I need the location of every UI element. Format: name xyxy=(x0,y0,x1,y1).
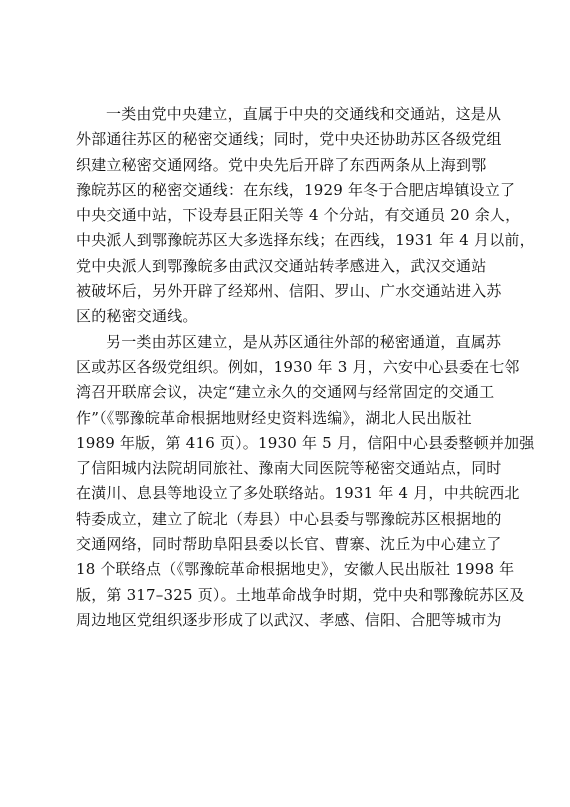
text-line: 湾召开联席会议，决定“建立永久的交通网与经常固定的交通工 xyxy=(76,383,495,402)
text-line: 在潢川、息县等地设立了多处联络站。1931 年 4 月，中共皖西北 xyxy=(76,484,520,503)
text-line: 中央派人到鄂豫皖苏区大多选择东线；在西线，1931 年 4 月以前， xyxy=(76,231,535,250)
text-line: 豫皖苏区的秘密交通线：在东线，1929 年冬于合肥店埠镇设立了 xyxy=(76,180,516,199)
text-line: 区或苏区各级党组织。例如，1930 年 3 月，六安中心县委在七邻 xyxy=(76,357,520,376)
text-line: 1989 年版，第 416 页）。1930 年 5 月，信阳中心县委整顿并加强 xyxy=(76,433,535,452)
paragraph-1 xyxy=(76,102,535,330)
text-line: 一类由党中央建立，直属于中央的交通线和交通站，这是从 xyxy=(106,105,502,123)
text-line: 特委成立，建立了皖北（寿县）中心县委与鄂豫皖苏区根据地的 xyxy=(76,509,502,528)
text-line: 中央交通中站，下设寿县正阳关等 4 个分站，有交通员 20 余人， xyxy=(76,206,521,225)
text-line: 党中央派人到鄂豫皖多由武汉交通站转孝感进入，武汉交通站 xyxy=(76,256,487,275)
text-line: 了信阳城内法院胡同旅社、豫南大同医院等秘密交通站点，同时 xyxy=(76,459,502,478)
body-text xyxy=(76,102,535,633)
text-line: 织建立秘密交通网络。党中央先后开辟了东西两条从上海到鄂 xyxy=(76,155,487,174)
text-line: 18 个联络点（《鄂豫皖革命根据地史》，安徽人民出版社 1998 年 xyxy=(76,560,515,579)
text-line: 区的秘密交通线。 xyxy=(76,307,198,326)
text-line: 外部通往苏区的秘密交通线；同时，党中央还协助苏区各级党组 xyxy=(76,130,502,149)
text-line: 版，第 317–325 页）。土地革命战争时期，党中央和鄂豫皖苏区及 xyxy=(76,585,525,604)
paragraph-2 xyxy=(76,330,535,634)
text-line: 交通网络，同时帮助阜阳县委以长官、曹寨、沈丘为中心建立了 xyxy=(76,535,502,554)
text-line: 作”（《鄂豫皖革命根据地财经史资料选编》，湖北人民出版社 xyxy=(76,408,472,427)
text-line: 另一类由苏区建立，是从苏区通往外部的秘密通道，直属苏 xyxy=(106,332,502,351)
text-line: 周边地区党组织逐步形成了以武汉、孝感、信阳、合肥等城市为 xyxy=(76,610,502,629)
text-line: 被破坏后，另外开辟了经郑州、信阳、罗山、广水交通站进入苏 xyxy=(76,282,502,301)
